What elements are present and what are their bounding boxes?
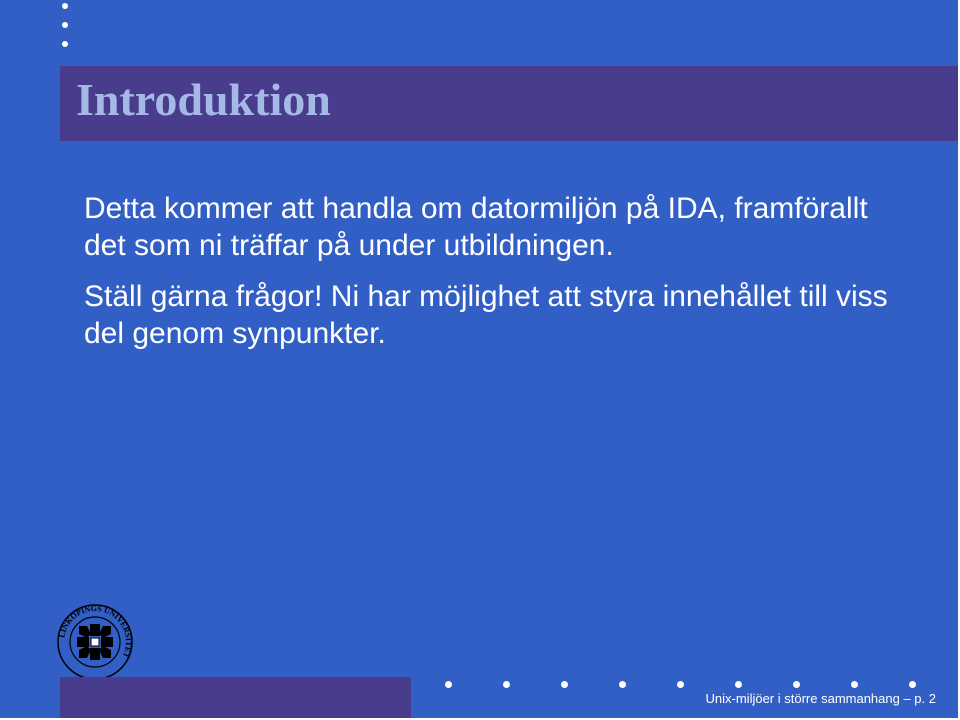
nav-dot xyxy=(793,681,800,688)
nav-dot xyxy=(62,22,68,28)
paragraph-intro: Detta kommer att handla om datormiljön på IDA, framförallt det som ni träffar på under utbildningen. xyxy=(84,192,868,262)
nav-dot xyxy=(677,681,684,688)
footer-page-info: Unix-miljöer i större sammanhang – p. 2 xyxy=(705,691,936,706)
nav-dot xyxy=(62,41,68,47)
navigation-dots-top xyxy=(62,3,70,60)
nav-dot xyxy=(62,3,68,9)
nav-dot xyxy=(445,681,452,688)
nav-dot xyxy=(561,681,568,688)
nav-dot xyxy=(619,681,626,688)
university-logo xyxy=(56,603,134,681)
nav-dot xyxy=(735,681,742,688)
title-band xyxy=(60,66,958,141)
nav-dot xyxy=(503,681,510,688)
slide-title: Introduktion xyxy=(76,74,331,125)
bottom-band xyxy=(60,677,411,718)
paragraph-questions: Ställ gärna frågor! Ni har möjlighet att styra innehållet till viss del genom synpunkter. xyxy=(84,280,888,350)
nav-dot xyxy=(851,681,858,688)
nav-dot xyxy=(909,681,916,688)
slide-body xyxy=(84,190,904,366)
logo-ring-text: LINKÖPINGS UNIVERSITET xyxy=(57,603,134,660)
